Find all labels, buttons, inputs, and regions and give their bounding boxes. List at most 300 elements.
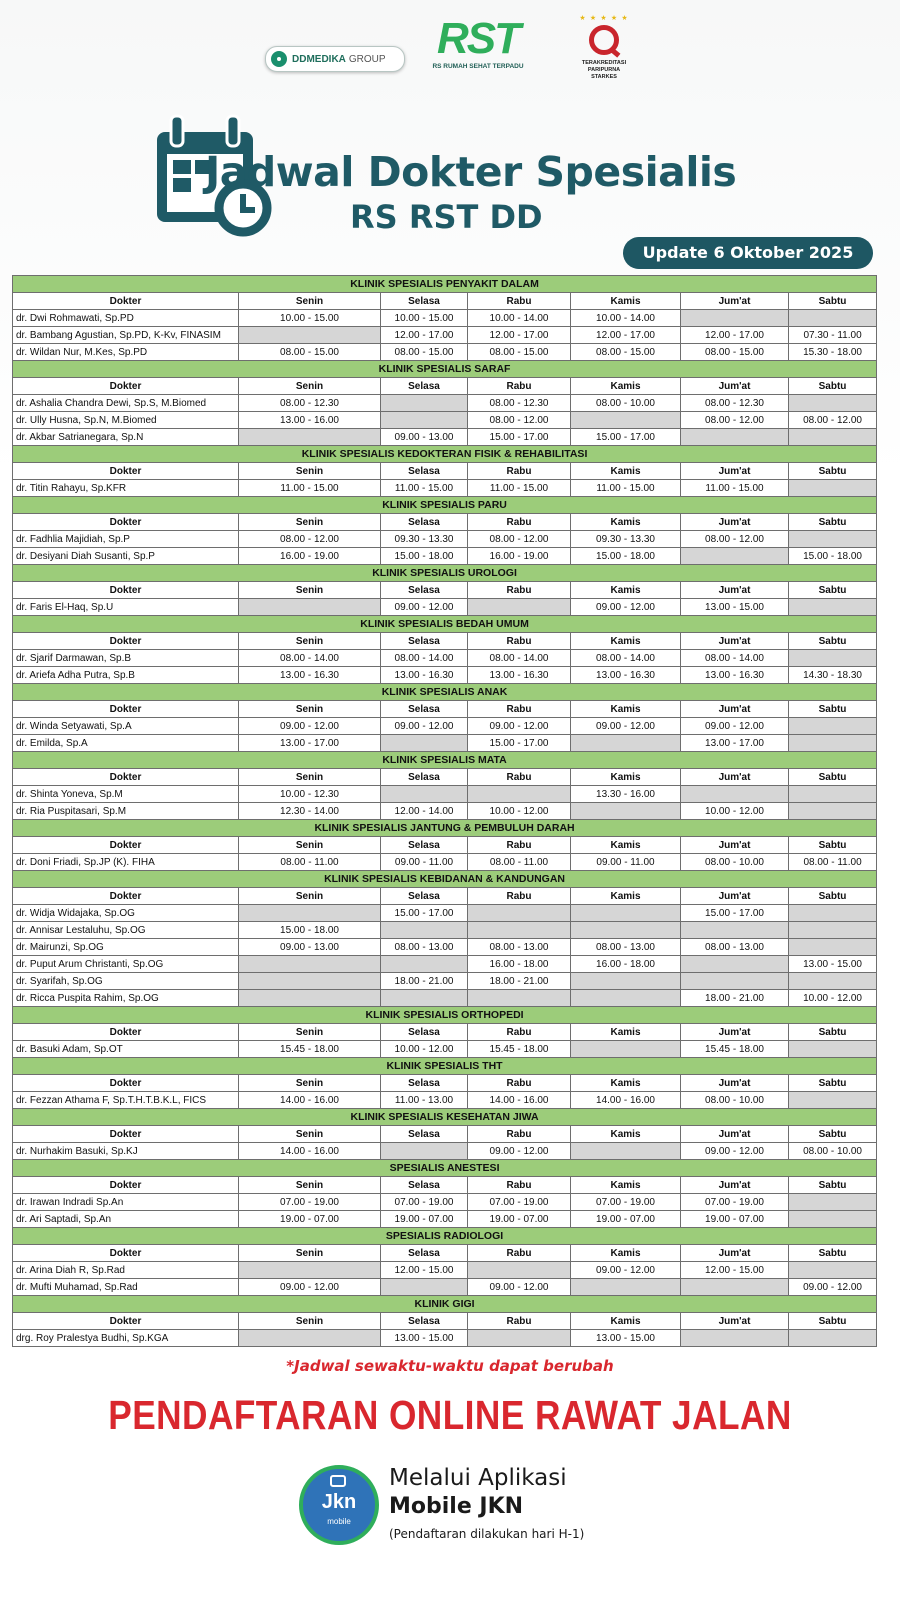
schedule-cell-empty (239, 429, 381, 446)
table-row (13, 1279, 877, 1296)
column-header-row (13, 514, 877, 531)
schedule-cell: 08.00 - 11.00 (789, 854, 877, 871)
schedule-cell: 16.00 - 18.00 (468, 956, 571, 973)
registration-note: (Pendaftaran dilakukan hari H-1) (389, 1527, 585, 1541)
schedule-cell-empty (571, 803, 681, 820)
column-header: Rabu (468, 1126, 571, 1143)
schedule-cell: 09.00 - 12.00 (468, 718, 571, 735)
column-header: Jum'at (681, 378, 789, 395)
column-header: Kamis (571, 1313, 681, 1330)
column-header: Selasa (381, 837, 468, 854)
column-header: Senin (239, 1075, 381, 1092)
page-title: Jadwal Dokter Spesialis (205, 148, 737, 196)
column-header: Jum'at (681, 514, 789, 531)
column-header: Selasa (381, 633, 468, 650)
clinic-section-row (13, 361, 877, 378)
schedule-cell: 15.00 - 17.00 (681, 905, 789, 922)
table-row (13, 973, 877, 990)
schedule-cell: 10.00 - 12.00 (381, 1041, 468, 1058)
column-header-row (13, 633, 877, 650)
schedule-cell: 16.00 - 19.00 (239, 548, 381, 565)
schedule-cell: 13.00 - 17.00 (681, 735, 789, 752)
schedule-cell: 15.00 - 18.00 (571, 548, 681, 565)
column-header: Dokter (13, 582, 239, 599)
schedule-cell-empty (789, 650, 877, 667)
doctor-name: dr. Shinta Yoneva, Sp.M (13, 786, 239, 803)
schedule-cell: 07.00 - 19.00 (468, 1194, 571, 1211)
schedule-cell: 10.00 - 12.30 (239, 786, 381, 803)
schedule-table-container (12, 275, 876, 1347)
schedule-cell-empty (468, 786, 571, 803)
schedule-cell: 10.00 - 15.00 (239, 310, 381, 327)
schedule-cell-empty (571, 922, 681, 939)
schedule-cell: 08.00 - 10.00 (789, 1143, 877, 1160)
schedule-cell: 15.00 - 17.00 (571, 429, 681, 446)
schedule-cell: 18.00 - 21.00 (468, 973, 571, 990)
clinic-section-row (13, 565, 877, 582)
rst-logo-mark: RST (437, 14, 519, 63)
table-row (13, 956, 877, 973)
schedule-cell-empty (381, 990, 468, 1007)
schedule-cell: 13.30 - 16.00 (571, 786, 681, 803)
schedule-cell: 15.45 - 18.00 (239, 1041, 381, 1058)
schedule-cell-empty (381, 395, 468, 412)
schedule-cell-empty (789, 310, 877, 327)
doctor-name: dr. Ria Puspitasari, Sp.M (13, 803, 239, 820)
schedule-cell: 18.00 - 21.00 (381, 973, 468, 990)
schedule-cell: 08.00 - 11.00 (468, 854, 571, 871)
schedule-cell: 10.00 - 12.00 (789, 990, 877, 1007)
schedule-cell: 11.00 - 15.00 (381, 480, 468, 497)
doctor-name: dr. Arina Diah R, Sp.Rad (13, 1262, 239, 1279)
table-row (13, 1041, 877, 1058)
column-header: Sabtu (789, 1024, 877, 1041)
schedule-cell: 09.00 - 12.00 (381, 599, 468, 616)
table-row (13, 429, 877, 446)
column-header: Dokter (13, 463, 239, 480)
schedule-cell: 13.00 - 16.30 (239, 667, 381, 684)
schedule-cell: 08.00 - 15.00 (381, 344, 468, 361)
schedule-cell: 15.00 - 18.00 (239, 922, 381, 939)
schedule-cell: 07.00 - 19.00 (381, 1194, 468, 1211)
doctor-name: dr. Titin Rahayu, Sp.KFR (13, 480, 239, 497)
column-header: Kamis (571, 701, 681, 718)
schedule-cell: 09.00 - 11.00 (571, 854, 681, 871)
column-header: Selasa (381, 1245, 468, 1262)
schedule-cell: 19.00 - 07.00 (571, 1211, 681, 1228)
table-row (13, 1262, 877, 1279)
table-row (13, 718, 877, 735)
schedule-cell: 13.00 - 16.30 (681, 667, 789, 684)
clinic-section-title: KLINIK SPESIALIS JANTUNG & PEMBULUH DARAH (13, 820, 877, 837)
doctor-name: dr. Sjarif Darmawan, Sp.B (13, 650, 239, 667)
clinic-section-title: KLINIK SPESIALIS UROLOGI (13, 565, 877, 582)
schedule-cell-empty (789, 1194, 877, 1211)
column-header: Selasa (381, 888, 468, 905)
column-header: Senin (239, 633, 381, 650)
schedule-cell: 08.00 - 12.30 (681, 395, 789, 412)
schedule-cell-empty (789, 1092, 877, 1109)
column-header: Sabtu (789, 293, 877, 310)
schedule-cell-empty (789, 1262, 877, 1279)
schedule-cell-empty (381, 412, 468, 429)
column-header: Kamis (571, 837, 681, 854)
schedule-cell-empty (681, 956, 789, 973)
ddmedika-name: DDMEDIKA GROUP (292, 53, 386, 65)
schedule-cell: 11.00 - 15.00 (681, 480, 789, 497)
column-header: Sabtu (789, 463, 877, 480)
table-row (13, 548, 877, 565)
column-header: Kamis (571, 1024, 681, 1041)
schedule-cell: 08.00 - 10.00 (681, 1092, 789, 1109)
schedule-cell: 15.30 - 18.00 (789, 344, 877, 361)
column-header: Kamis (571, 1177, 681, 1194)
table-row (13, 531, 877, 548)
doctor-name: dr. Widja Widajaka, Sp.OG (13, 905, 239, 922)
schedule-cell-empty (789, 973, 877, 990)
schedule-cell-empty (571, 973, 681, 990)
clinic-section-row (13, 1160, 877, 1177)
table-row (13, 480, 877, 497)
column-header: Sabtu (789, 769, 877, 786)
column-header: Selasa (381, 514, 468, 531)
table-row (13, 905, 877, 922)
table-row (13, 939, 877, 956)
schedule-cell-empty (239, 905, 381, 922)
schedule-cell: 09.00 - 13.00 (239, 939, 381, 956)
column-header: Rabu (468, 701, 571, 718)
clinic-section-row (13, 1058, 877, 1075)
schedule-cell: 15.00 - 17.00 (381, 905, 468, 922)
schedule-cell: 08.00 - 14.00 (571, 650, 681, 667)
column-header: Dokter (13, 701, 239, 718)
column-header: Dokter (13, 1177, 239, 1194)
column-header: Senin (239, 463, 381, 480)
doctor-name: dr. Irawan Indradi Sp.An (13, 1194, 239, 1211)
schedule-cell-empty (381, 1279, 468, 1296)
doctor-name: dr. Ully Husna, Sp.N, M.Biomed (13, 412, 239, 429)
doctor-name: dr. Fadhlia Majidiah, Sp.P (13, 531, 239, 548)
column-header: Jum'at (681, 1126, 789, 1143)
schedule-cell-empty (789, 922, 877, 939)
doctor-name: dr. Doni Friadi, Sp.JP (K). FIHA (13, 854, 239, 871)
schedule-cell: 08.00 - 10.00 (571, 395, 681, 412)
accreditation-text: TERAKREDITASI PARIPURNA STARKES (581, 60, 627, 80)
clinic-section-row (13, 497, 877, 514)
column-header: Dokter (13, 1313, 239, 1330)
column-header: Selasa (381, 293, 468, 310)
schedule-cell-empty (789, 599, 877, 616)
column-header-row (13, 769, 877, 786)
app-name: Mobile JKN (389, 1494, 524, 1519)
column-header: Senin (239, 582, 381, 599)
schedule-cell-empty (239, 973, 381, 990)
schedule-cell: 09.00 - 12.00 (681, 718, 789, 735)
column-header: Dokter (13, 769, 239, 786)
clinic-section-row (13, 752, 877, 769)
table-row (13, 310, 877, 327)
schedule-cell: 13.00 - 15.00 (381, 1330, 468, 1347)
column-header: Jum'at (681, 293, 789, 310)
schedule-cell: 07.30 - 11.00 (789, 327, 877, 344)
clinic-section-title: KLINIK SPESIALIS ANAK (13, 684, 877, 701)
schedule-cell-empty (239, 990, 381, 1007)
column-header-row (13, 463, 877, 480)
column-header: Jum'at (681, 1024, 789, 1041)
schedule-cell-empty (789, 1330, 877, 1347)
camera-icon (330, 1475, 346, 1487)
column-header: Rabu (468, 582, 571, 599)
schedule-cell-empty (681, 922, 789, 939)
table-row (13, 1143, 877, 1160)
column-header-row (13, 701, 877, 718)
column-header: Selasa (381, 463, 468, 480)
star-rating-icon: ★ ★ ★ ★ ★ (579, 14, 629, 22)
schedule-cell: 08.00 - 14.00 (681, 650, 789, 667)
schedule-cell-empty (239, 599, 381, 616)
schedule-cell: 16.00 - 19.00 (468, 548, 571, 565)
doctor-name: dr. Bambang Agustian, Sp.PD, K-Kv, FINASIM (13, 327, 239, 344)
schedule-cell-empty (681, 548, 789, 565)
jkn-logo-text: Jkn (321, 1491, 357, 1513)
column-header: Selasa (381, 1126, 468, 1143)
column-header: Sabtu (789, 1177, 877, 1194)
schedule-cell: 13.00 - 15.00 (681, 599, 789, 616)
column-header: Jum'at (681, 888, 789, 905)
ddmedika-logo (265, 46, 405, 72)
column-header: Selasa (381, 769, 468, 786)
clinic-section-title: KLINIK SPESIALIS BEDAH UMUM (13, 616, 877, 633)
column-header-row (13, 582, 877, 599)
column-header-row (13, 293, 877, 310)
column-header: Dokter (13, 1126, 239, 1143)
clinic-section-row (13, 684, 877, 701)
column-header: Rabu (468, 463, 571, 480)
schedule-cell-empty (468, 599, 571, 616)
schedule-cell: 12.00 - 15.00 (381, 1262, 468, 1279)
column-header: Selasa (381, 1177, 468, 1194)
schedule-cell: 14.00 - 16.00 (239, 1092, 381, 1109)
schedule-cell: 09.00 - 11.00 (381, 854, 468, 871)
schedule-cell: 16.00 - 18.00 (571, 956, 681, 973)
table-row (13, 990, 877, 1007)
schedule-cell: 08.00 - 12.00 (681, 531, 789, 548)
clinic-section-title: KLINIK SPESIALIS PARU (13, 497, 877, 514)
column-header: Selasa (381, 582, 468, 599)
schedule-cell: 12.00 - 17.00 (468, 327, 571, 344)
doctor-name: dr. Annisar Lestaluhu, Sp.OG (13, 922, 239, 939)
clinic-section-title: SPESIALIS ANESTESI (13, 1160, 877, 1177)
column-header: Sabtu (789, 1313, 877, 1330)
registration-banner: PENDAFTARAN ONLINE RAWAT JALAN (108, 1392, 792, 1438)
column-header: Rabu (468, 837, 571, 854)
column-header: Rabu (468, 378, 571, 395)
column-header: Rabu (468, 1075, 571, 1092)
schedule-cell: 13.00 - 15.00 (571, 1330, 681, 1347)
table-row (13, 854, 877, 871)
clinic-section-title: KLINIK SPESIALIS KESEHATAN JIWA (13, 1109, 877, 1126)
schedule-cell-empty (239, 1330, 381, 1347)
schedule-cell-empty (681, 1330, 789, 1347)
schedule-cell-empty (381, 1143, 468, 1160)
clinic-section-title: KLINIK SPESIALIS PENYAKIT DALAM (13, 276, 877, 293)
schedule-cell: 09.00 - 12.00 (239, 718, 381, 735)
table-row (13, 327, 877, 344)
column-header: Sabtu (789, 378, 877, 395)
schedule-table (12, 275, 877, 1347)
clinic-section-title: KLINIK GIGI (13, 1296, 877, 1313)
schedule-cell: 10.00 - 12.00 (468, 803, 571, 820)
schedule-cell-empty (789, 429, 877, 446)
column-header: Sabtu (789, 582, 877, 599)
schedule-cell-empty (789, 531, 877, 548)
schedule-cell: 08.00 - 15.00 (468, 344, 571, 361)
schedule-cell-empty (789, 1041, 877, 1058)
schedule-cell: 13.00 - 17.00 (239, 735, 381, 752)
schedule-cell-empty (789, 718, 877, 735)
doctor-name: dr. Dwi Rohmawati, Sp.PD (13, 310, 239, 327)
column-header: Jum'at (681, 1075, 789, 1092)
clinic-section-title: KLINIK SPESIALIS ORTHOPEDI (13, 1007, 877, 1024)
schedule-cell-empty (789, 786, 877, 803)
schedule-cell-empty (571, 412, 681, 429)
column-header: Dokter (13, 378, 239, 395)
schedule-cell: 19.00 - 07.00 (468, 1211, 571, 1228)
schedule-cell: 10.00 - 14.00 (468, 310, 571, 327)
clinic-section-title: KLINIK SPESIALIS SARAF (13, 361, 877, 378)
doctor-name: dr. Faris El-Haq, Sp.U (13, 599, 239, 616)
schedule-cell: 07.00 - 19.00 (239, 1194, 381, 1211)
schedule-cell: 08.00 - 13.00 (468, 939, 571, 956)
schedule-cell-empty (571, 1279, 681, 1296)
doctor-name: dr. Mairunzi, Sp.OG (13, 939, 239, 956)
schedule-cell: 08.00 - 13.00 (381, 939, 468, 956)
column-header: Kamis (571, 1245, 681, 1262)
schedule-cell-empty (681, 786, 789, 803)
doctor-name: dr. Ricca Puspita Rahim, Sp.OG (13, 990, 239, 1007)
column-header: Senin (239, 293, 381, 310)
schedule-cell: 12.00 - 17.00 (381, 327, 468, 344)
accreditation-logo (568, 14, 640, 84)
column-header: Rabu (468, 1177, 571, 1194)
schedule-cell-empty (789, 939, 877, 956)
schedule-cell: 08.00 - 15.00 (681, 344, 789, 361)
table-row (13, 1194, 877, 1211)
column-header: Dokter (13, 514, 239, 531)
rst-logo (413, 14, 543, 80)
table-row (13, 786, 877, 803)
column-header: Rabu (468, 888, 571, 905)
schedule-cell-empty (681, 973, 789, 990)
column-header-row (13, 1177, 877, 1194)
schedule-cell: 08.00 - 15.00 (571, 344, 681, 361)
update-badge: Update 6 Oktober 2025 (623, 237, 873, 269)
table-row (13, 599, 877, 616)
schedule-cell-empty (571, 905, 681, 922)
column-header: Sabtu (789, 633, 877, 650)
schedule-cell: 14.30 - 18.30 (789, 667, 877, 684)
schedule-cell-empty (468, 905, 571, 922)
schedule-cell: 15.00 - 18.00 (381, 548, 468, 565)
schedule-cell: 13.00 - 16.30 (468, 667, 571, 684)
accreditation-q-icon (589, 25, 619, 55)
schedule-cell: 09.00 - 12.00 (681, 1143, 789, 1160)
table-row (13, 803, 877, 820)
column-header: Jum'at (681, 769, 789, 786)
schedule-cell: 12.30 - 14.00 (239, 803, 381, 820)
column-header: Kamis (571, 633, 681, 650)
column-header: Rabu (468, 514, 571, 531)
column-header: Rabu (468, 769, 571, 786)
schedule-cell: 09.00 - 12.00 (571, 1262, 681, 1279)
table-row (13, 1330, 877, 1347)
column-header: Kamis (571, 378, 681, 395)
schedule-cell-empty (571, 990, 681, 1007)
schedule-cell-empty (789, 480, 877, 497)
column-header: Dokter (13, 837, 239, 854)
column-header: Sabtu (789, 1075, 877, 1092)
schedule-cell: 08.00 - 14.00 (381, 650, 468, 667)
table-row (13, 735, 877, 752)
column-header: Jum'at (681, 837, 789, 854)
rst-logo-subtitle: RS RUMAH SEHAT TERPADU (432, 63, 524, 70)
column-header: Rabu (468, 1245, 571, 1262)
schedule-cell: 08.00 - 15.00 (239, 344, 381, 361)
schedule-cell: 12.00 - 15.00 (681, 1262, 789, 1279)
schedule-cell: 13.00 - 16.00 (239, 412, 381, 429)
schedule-cell-empty (381, 922, 468, 939)
schedule-cell: 09.00 - 12.00 (239, 1279, 381, 1296)
column-header: Rabu (468, 1313, 571, 1330)
column-header: Sabtu (789, 1245, 877, 1262)
column-header: Selasa (381, 1024, 468, 1041)
schedule-cell-empty (789, 395, 877, 412)
schedule-cell: 08.00 - 12.00 (468, 531, 571, 548)
column-header: Sabtu (789, 701, 877, 718)
doctor-name: dr. Akbar Satrianegara, Sp.N (13, 429, 239, 446)
schedule-cell: 15.45 - 18.00 (468, 1041, 571, 1058)
column-header-row (13, 1313, 877, 1330)
ddmedika-mark-icon (271, 51, 287, 67)
column-header: Jum'at (681, 463, 789, 480)
clinic-section-row (13, 871, 877, 888)
schedule-cell-empty (571, 1143, 681, 1160)
schedule-cell-empty (381, 956, 468, 973)
column-header: Dokter (13, 888, 239, 905)
column-header-row (13, 1245, 877, 1262)
schedule-cell: 09.00 - 12.00 (571, 599, 681, 616)
schedule-cell: 12.00 - 17.00 (571, 327, 681, 344)
schedule-cell: 13.00 - 15.00 (789, 956, 877, 973)
doctor-name: dr. Nurhakim Basuki, Sp.KJ (13, 1143, 239, 1160)
column-header: Senin (239, 769, 381, 786)
schedule-cell: 13.00 - 16.30 (571, 667, 681, 684)
schedule-cell: 08.00 - 11.00 (239, 854, 381, 871)
column-header: Rabu (468, 633, 571, 650)
doctor-name: dr. Syarifah, Sp.OG (13, 973, 239, 990)
doctor-name: dr. Emilda, Sp.A (13, 735, 239, 752)
schedule-cell: 11.00 - 13.00 (381, 1092, 468, 1109)
schedule-cell: 08.00 - 14.00 (468, 650, 571, 667)
schedule-cell: 08.00 - 12.30 (468, 395, 571, 412)
column-header: Dokter (13, 633, 239, 650)
schedule-cell-empty (681, 1279, 789, 1296)
column-header: Jum'at (681, 1245, 789, 1262)
table-row (13, 650, 877, 667)
schedule-cell: 19.00 - 07.00 (381, 1211, 468, 1228)
clinic-section-row (13, 276, 877, 293)
column-header: Senin (239, 701, 381, 718)
